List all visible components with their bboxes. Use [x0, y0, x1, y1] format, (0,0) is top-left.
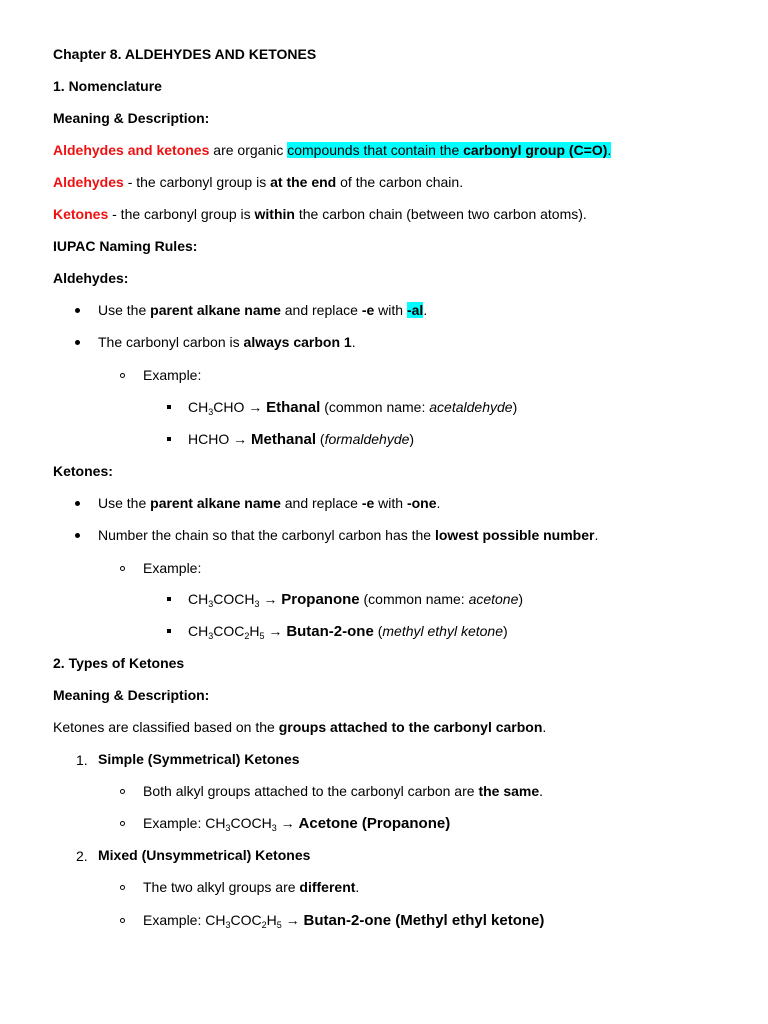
text: Example: CH — [143, 912, 226, 928]
text: (common name: — [320, 399, 430, 415]
bullet-square-icon — [167, 629, 171, 633]
common-name: acetaldehyde — [429, 399, 513, 415]
compound-name: Butan-2-one — [286, 623, 374, 640]
subscript: 3 — [208, 631, 214, 641]
bullet-circle-icon — [120, 566, 125, 571]
text: Ketones are classified based on the — [53, 719, 279, 735]
common-name: methyl ethyl ketone — [382, 623, 503, 639]
meaning-heading: Meaning & Description: — [53, 687, 210, 703]
ketones-heading: Ketones: — [53, 463, 113, 479]
formula: → — [259, 591, 282, 607]
page-title: Chapter 8. ALDEHYDES AND KETONES — [53, 46, 317, 62]
def-text: are organic — [209, 142, 288, 158]
highlight-period: . — [607, 142, 612, 158]
bold-text: lowest possible number — [434, 527, 595, 543]
term-aldehydes: Aldehydes — [53, 174, 124, 190]
list-number: 1. — [76, 752, 88, 768]
definition-line — [53, 141, 611, 159]
text: and replace — [280, 302, 362, 318]
bold-text: always carbon 1 — [243, 334, 352, 350]
simple-ketones-example — [143, 814, 450, 832]
bullet-disc-icon — [75, 501, 80, 506]
text: → — [276, 815, 299, 831]
text: (common name: — [359, 591, 469, 607]
compound-name: Ethanal — [266, 399, 321, 416]
example-label: Example: — [143, 560, 202, 576]
subscript: 3 — [225, 823, 231, 833]
bold-text: different — [299, 879, 356, 895]
bold-text: parent alkane name — [150, 495, 281, 511]
formula: COCH — [213, 591, 255, 607]
text: . — [355, 879, 360, 895]
compound-name: Acetone (Propanone) — [298, 815, 451, 832]
subscript: 3 — [225, 920, 231, 930]
meaning-heading: Meaning & Description: — [53, 110, 210, 126]
text: . — [351, 334, 356, 350]
text: ) — [503, 623, 508, 639]
bold-text: within — [254, 206, 295, 222]
bold-text: parent alkane name — [150, 302, 281, 318]
bold-text: groups attached to the carbonyl carbon — [278, 719, 543, 735]
highlight-suffix-al: -al — [406, 302, 424, 318]
text: ) — [512, 399, 518, 415]
aldehyde-rule-2 — [98, 333, 356, 351]
text: → — [281, 912, 304, 928]
text: The two alkyl groups are — [143, 879, 300, 895]
bullet-circle-icon — [120, 918, 125, 923]
common-name: acetone — [468, 591, 519, 607]
types-intro — [53, 718, 546, 736]
subscript: 5 — [276, 920, 282, 930]
text: The carbonyl carbon is — [98, 334, 244, 350]
type-simple-ketones: Simple (Symmetrical) Ketones — [98, 751, 300, 767]
text: . — [423, 302, 428, 318]
type-mixed-ketones: Mixed (Unsymmetrical) Ketones — [98, 847, 311, 863]
formula: H — [249, 623, 260, 639]
ketone-example-butanone — [188, 622, 508, 640]
compound-name: Butan-2-one (Methyl ethyl ketone) — [303, 912, 545, 929]
aldehyde-example-ethanal — [188, 398, 517, 416]
text: ) — [409, 431, 415, 447]
bullet-square-icon — [167, 405, 171, 409]
text: COCH — [230, 815, 272, 831]
bullet-circle-icon — [120, 789, 125, 794]
subscript: 3 — [208, 407, 214, 417]
aldehydes-heading: Aldehydes: — [53, 270, 129, 286]
text: - the carbonyl group is — [108, 206, 255, 222]
formula: CH — [188, 591, 209, 607]
formula: CHO → — [213, 399, 267, 415]
text: of the carbon chain. — [336, 174, 464, 190]
formula: CH — [188, 623, 209, 639]
ketone-example-propanone — [188, 590, 523, 608]
term-ketones: Ketones — [53, 206, 109, 222]
text: the carbon chain (between two carbon atoms). — [294, 206, 587, 222]
text: Both alkyl groups attached to the carbonyl carbon are — [143, 783, 479, 799]
text: ( — [373, 623, 383, 639]
bullet-disc-icon — [75, 308, 80, 313]
text: Example: CH — [143, 815, 226, 831]
ketone-rule-1 — [98, 494, 440, 512]
bold-text: the same — [478, 783, 540, 799]
bullet-square-icon — [167, 437, 171, 441]
ketones-definition — [53, 205, 587, 223]
text: with — [374, 302, 407, 318]
text: . — [539, 783, 544, 799]
subscript: 3 — [271, 823, 277, 833]
bold-text: -e — [361, 495, 375, 511]
subscript: 3 — [254, 599, 260, 609]
mixed-ketones-desc — [143, 878, 359, 896]
text: Use the — [98, 302, 151, 318]
mixed-ketones-example — [143, 911, 544, 929]
bullet-circle-icon — [120, 373, 125, 378]
formula: COC — [213, 623, 245, 639]
text: - the carbonyl group is — [123, 174, 271, 190]
text: . — [594, 527, 599, 543]
bullet-circle-icon — [120, 885, 125, 890]
bold-text: at the end — [270, 174, 337, 190]
formula: HCHO → — [188, 431, 251, 447]
text: . — [436, 495, 441, 511]
formula: CH — [188, 399, 209, 415]
text: with — [374, 495, 407, 511]
subscript: 2 — [261, 920, 267, 930]
text: and replace — [280, 495, 362, 511]
bullet-square-icon — [167, 597, 171, 601]
highlight-carbonyl-group: carbonyl group (C=O) — [463, 142, 608, 158]
text: . — [542, 719, 547, 735]
section-heading-types-of-ketones: 2. Types of Ketones — [53, 655, 185, 671]
example-label: Example: — [143, 367, 202, 383]
subscript: 2 — [244, 631, 250, 641]
list-number: 2. — [76, 848, 88, 864]
bold-text: -one — [406, 495, 437, 511]
aldehyde-example-methanal — [188, 430, 414, 448]
aldehydes-definition — [53, 173, 463, 191]
text: Use the — [98, 495, 151, 511]
iupac-heading: IUPAC Naming Rules: — [53, 238, 198, 254]
bullet-disc-icon — [75, 533, 80, 538]
text: COC — [230, 912, 262, 928]
bold-text: -e — [361, 302, 375, 318]
section-heading-nomenclature: 1. Nomenclature — [53, 78, 162, 94]
ketone-rule-2 — [98, 526, 598, 544]
highlight-text: compounds that contain the — [287, 142, 464, 158]
text: ) — [518, 591, 524, 607]
bullet-disc-icon — [75, 340, 80, 345]
aldehyde-rule-1 — [98, 301, 427, 319]
formula: → — [264, 623, 287, 639]
text: H — [266, 912, 277, 928]
common-name: formaldehyde — [324, 431, 410, 447]
text: Number the chain so that the carbonyl carbon has the — [98, 527, 435, 543]
compound-name: Methanal — [251, 431, 317, 448]
text: ( — [316, 431, 325, 447]
simple-ketones-desc — [143, 782, 543, 800]
subscript: 5 — [259, 631, 265, 641]
subscript: 3 — [208, 599, 214, 609]
term-aldehydes-ketones: Aldehydes and ketones — [53, 142, 210, 158]
compound-name: Propanone — [281, 591, 360, 608]
bullet-circle-icon — [120, 821, 125, 826]
